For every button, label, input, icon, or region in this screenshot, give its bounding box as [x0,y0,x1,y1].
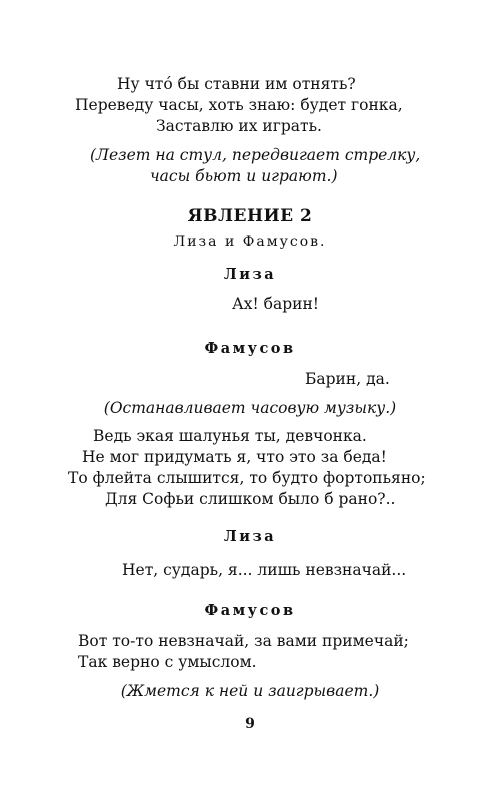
verse-line: Заставлю их играть. [156,117,322,135]
dialogue-line: Ведь экая шалунья ты, девчонка. [93,427,367,445]
dialogue-line: Ах! барин! [232,295,320,313]
speaker-name: Лиза [223,266,277,283]
speaker-name: Фамусов [204,602,296,619]
verse-line: Переведу часы, хоть знаю: будет гонка, [75,96,403,114]
dialogue-line: Для Софьи слишком было б рано?.. [105,490,396,508]
dialogue-line: То флейта слышится, то будто фортопьяно; [68,469,426,487]
dialogue-line: Не мог придумать я, что это за беда! [82,448,387,466]
stage-direction: (Останавливает часовую музыку.) [103,399,397,417]
speaker-name: Лиза [223,528,277,545]
stage-direction: (Жмется к ней и заигрывает.) [120,682,380,700]
dialogue-line: Вот то-то невзначай, за вами примечай; [78,632,409,650]
page-number: 9 [245,716,255,732]
dialogue-line: Нет, сударь, я... лишь невзначай... [122,561,407,579]
scene-characters: Лиза и Фамусов. [173,234,327,250]
scene-title: ЯВЛЕНИЕ 2 [187,206,313,226]
stage-direction: часы бьют и играют.) [150,167,338,185]
dialogue-line: Барин, да. [305,370,390,388]
verse-line: Ну что́ бы ставни им отнять? [117,75,356,93]
dialogue-line: Так верно с умыслом. [78,653,257,671]
stage-direction: (Лезет на стул, передвигает стрелку, [90,146,421,164]
speaker-name: Фамусов [204,340,296,357]
